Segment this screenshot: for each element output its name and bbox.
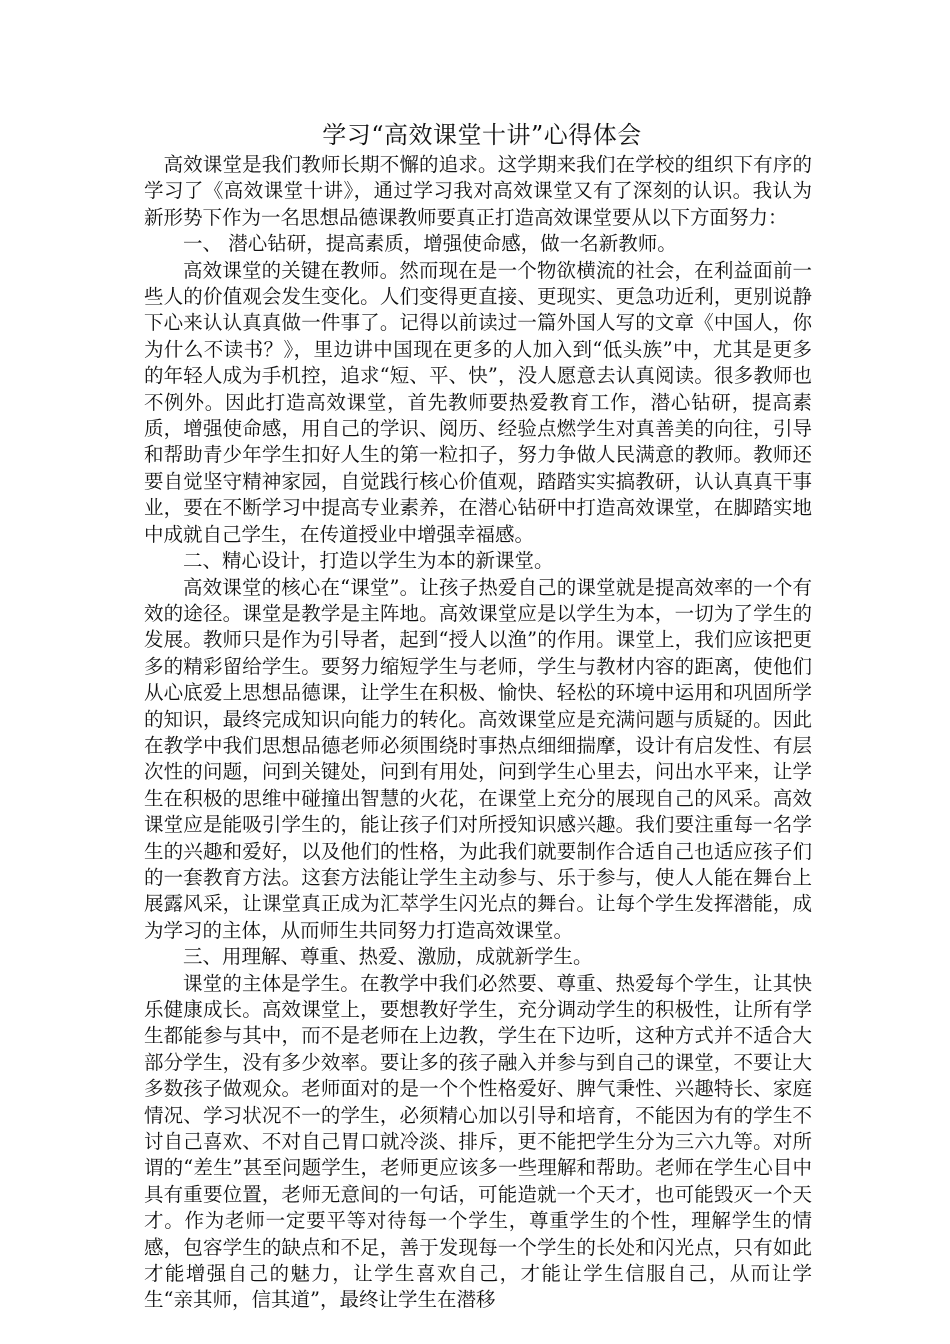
section-2-body: 高效课堂的核心在“课堂”。让孩子热爱自己的课堂就是提高效率的一个有效的途径。课堂是教学是主阵地。高效课堂应是以学生为本，一切为了学生的发展。教师只是作为引导者，起到“授人以渔”的作用。课堂上，我们应该把更多的精彩留给学生。要努力缩短学生与老师，学生与教材内容的距离，使他们从心底爱上思想品德课，让学生在积极、愉快、轻松的环境中运用和巩固所学的知识，最终完成知识向能力的转化。高效课堂应是充满问题与质疑的。因此在教学中我们思想品德老师必须围绕时事热点细细揣摩，设计有启发性、有层次性的问题，问到关键处，问到有用处，问到学生心里去，问出水平来，让学生在积极的思维中碰撞出智慧的火花，在课堂上充分的展现自己的风采。高效课堂应是能吸引学生的，能让孩子们对所授知识感兴趣。我们要注重每一名学生的兴趣和爱好，以及他们的性格，为此我们就要制作合适自己也适应孩子们的一套教育方法。这套方法能让学生主动参与、乐于参与，使人人能在舞台上展露风采，让课堂真正成为汇萃学生闪光点的舞台。让每个学生发挥潜能，成为学习的主体，从而师生共同努力打造高效课堂。: [144, 575, 812, 942]
section-3-body: 课堂的主体是学生。在教学中我们必然要、尊重、热爱每个学生，让其快乐健康成长。高效课堂上，要想教好学生，充分调动学生的积极性，让所有学生都能参与其中，而不是老师在上边教，学生在下边听，这种方式并不适合大部分学生，没有多少效率。要让多的孩子融入并参与到自己的课堂，不要让大多数孩子做观众。老师面对的是一个个性格爱好、脾气秉性、兴趣特长、家庭情况、学习状况不一的学生，必须精心加以引导和培育，不能因为有的学生不讨自己喜欢、不对自己胃口就冷淡、排斥，更不能把学生分为三六九等。对所谓的“差生”甚至问题学生，老师更应该多一些理解和帮助。老师在学生心目中具有重要位置，老师无意间的一句话，可能造就一个天才，也可能毁灭一个天才。作为老师一定要平等对待每一个学生，尊重学生的个性，理解学生的情感，包容学生的缺点和不足，善于发现每一个学生的长处和闪光点，只有如此才能增强自己的魅力，让学生喜欢自己，才能让学生信服自己，从而让学生“亲其师，信其道”，最终让学生在潜移: [144, 971, 812, 1312]
section-1-body: 高效课堂的关键在教师。然而现在是一个物欲横流的社会，在利益面前一些人的价值观会发生变化。人们变得更直接、更现实、更急功近利，更别说静下心来认认真真做一件事了。记得以前读过一篇外国人写的文章《中国人，你为什么不读书？》，里边讲中国现在更多的人加入到“低头族”中，尤其是更多的年轻人成为手机控，追求“短、平、快”，没人愿意去认真阅读。很多教师也不例外。因此打造高效课堂，首先教师要热爱教育工作，潜心钻研，提高素质，增强使命感，用自己的学识、阅历、经验点燃学生对真善美的向往，引导和帮助青少年学生扣好人生的第一粒扣子，努力争做人民满意的教师。教师还要自觉坚守精神家园，自觉践行核心价值观，踏踏实实搞教研，认认真真干事业，要在不断学习中提高专业素养，在潜心钻研中打造高效课堂，在脚踏实地中成就自己学生，在传道授业中增强幸福感。: [144, 258, 812, 546]
section-1-heading: 一、 潜心钻研，提高素质，增强使命感，做一名新教师。: [183, 232, 677, 256]
document-page: [144, 118, 812, 1314]
section-2-heading: 二、精心设计，打造以学生为本的新课堂。: [183, 549, 554, 573]
section-3-heading: 三、用理解、尊重、热爱、激励，成就新学生。: [183, 945, 593, 969]
document-title: 学习“高效课堂十讲”心得体会: [322, 121, 642, 149]
intro-paragraph: 高效课堂是我们教师长期不懈的追求。这学期来我们在学校的组织下有序的学习了《高效课堂十讲》，通过学习我对高效课堂又有了深刻的认识。我认为新形势下作为一名思想品德课教师要真正打造高效课堂要从以下方面努力：: [144, 153, 812, 229]
